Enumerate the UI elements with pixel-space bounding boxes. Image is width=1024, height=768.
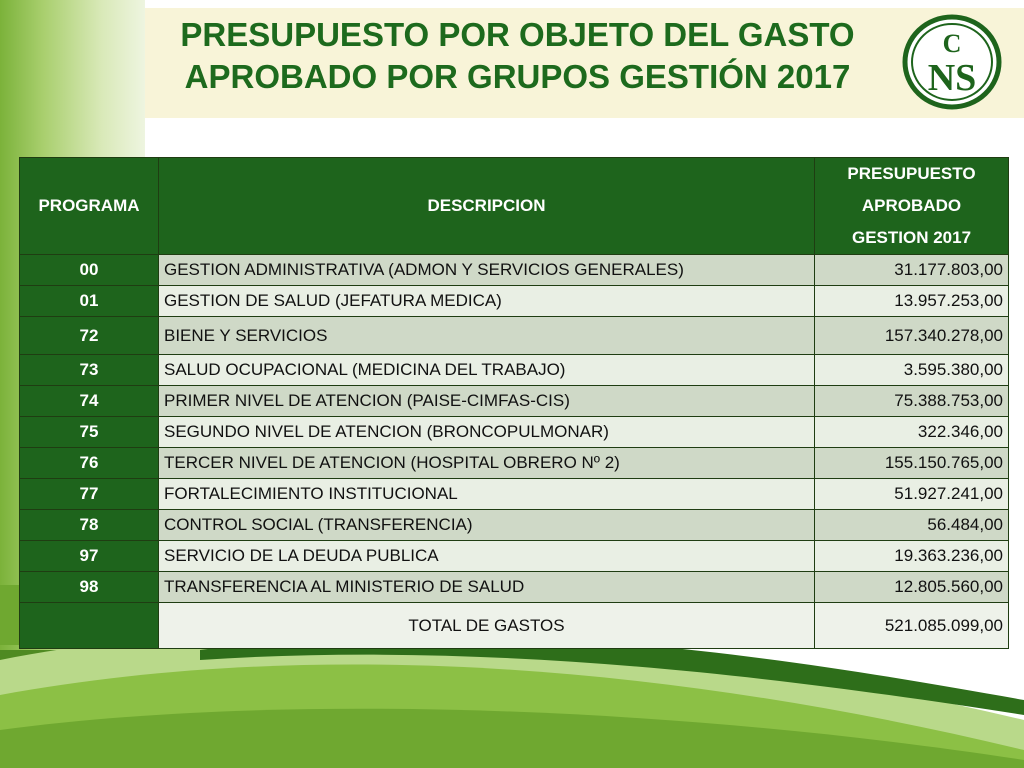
table-row [20, 510, 1009, 541]
cell-programa: 75 [20, 417, 159, 448]
cell-programa: 78 [20, 510, 159, 541]
table-row [20, 286, 1009, 317]
cell-monto: 51.927.241,00 [815, 479, 1009, 510]
cell-monto: 31.177.803,00 [815, 255, 1009, 286]
cell-monto: 3.595.380,00 [815, 355, 1009, 386]
cell-programa: 00 [20, 255, 159, 286]
cell-monto: 19.363.236,00 [815, 541, 1009, 572]
cell-programa: 72 [20, 317, 159, 355]
cell-descripcion: PRIMER NIVEL DE ATENCION (PAISE-CIMFAS-CIS) [159, 386, 815, 417]
cell-descripcion: CONTROL SOCIAL (TRANSFERENCIA) [159, 510, 815, 541]
table-row [20, 386, 1009, 417]
cell-monto: 75.388.753,00 [815, 386, 1009, 417]
cell-monto: 13.957.253,00 [815, 286, 1009, 317]
table-row [20, 479, 1009, 510]
table-row [20, 448, 1009, 479]
cell-descripcion: SERVICIO DE LA DEUDA PUBLICA [159, 541, 815, 572]
header-descripcion: DESCRIPCION [159, 158, 815, 255]
cell-descripcion: GESTION ADMINISTRATIVA (ADMON Y SERVICIOS GENERALES) [159, 255, 815, 286]
total-row [20, 603, 1009, 649]
title-line-2: APROBADO POR GRUPOS GESTIÓN 2017 [184, 58, 851, 95]
cell-descripcion: SALUD OCUPACIONAL (MEDICINA DEL TRABAJO) [159, 355, 815, 386]
page-title [145, 14, 890, 98]
cell-descripcion: BIENE Y SERVICIOS [159, 317, 815, 355]
table-row [20, 317, 1009, 355]
cell-descripcion: SEGUNDO NIVEL DE ATENCION (BRONCOPULMONAR) [159, 417, 815, 448]
cell-descripcion: TERCER NIVEL DE ATENCION (HOSPITAL OBRERO Nº 2) [159, 448, 815, 479]
header-presupuesto-line-1: PRESUPUESTO [847, 164, 976, 183]
header-presupuesto-line-2: APROBADO [861, 196, 962, 215]
cell-monto: 12.805.560,00 [815, 572, 1009, 603]
cell-programa: 98 [20, 572, 159, 603]
table-row [20, 572, 1009, 603]
title-line-1: PRESUPUESTO POR OBJETO DEL GASTO [180, 16, 855, 53]
table-row [20, 355, 1009, 386]
total-amount: 521.085.099,00 [815, 603, 1009, 649]
cell-monto: 157.340.278,00 [815, 317, 1009, 355]
header-programa: PROGRAMA [20, 158, 159, 255]
cell-descripcion: FORTALECIMIENTO INSTITUCIONAL [159, 479, 815, 510]
table-row [20, 541, 1009, 572]
cell-programa: 76 [20, 448, 159, 479]
cell-monto: 322.346,00 [815, 417, 1009, 448]
total-label: TOTAL DE GASTOS [159, 603, 815, 649]
cell-programa-empty [20, 603, 159, 649]
header-presupuesto [815, 158, 1009, 255]
cell-descripcion: GESTION DE SALUD (JEFATURA MEDICA) [159, 286, 815, 317]
header-presupuesto-line-3: GESTION 2017 [851, 228, 972, 247]
table-row [20, 255, 1009, 286]
cell-descripcion: TRANSFERENCIA AL MINISTERIO DE SALUD [159, 572, 815, 603]
budget-table [19, 157, 1009, 649]
cell-programa: 74 [20, 386, 159, 417]
cell-programa: 77 [20, 479, 159, 510]
cell-monto: 56.484,00 [815, 510, 1009, 541]
table-row [20, 417, 1009, 448]
cell-monto: 155.150.765,00 [815, 448, 1009, 479]
cell-programa: 01 [20, 286, 159, 317]
cns-logo [902, 12, 1002, 112]
cell-programa: 97 [20, 541, 159, 572]
logo-letters-ns: NS [927, 57, 977, 99]
logo-letter-c: C [942, 29, 962, 58]
cell-programa: 73 [20, 355, 159, 386]
